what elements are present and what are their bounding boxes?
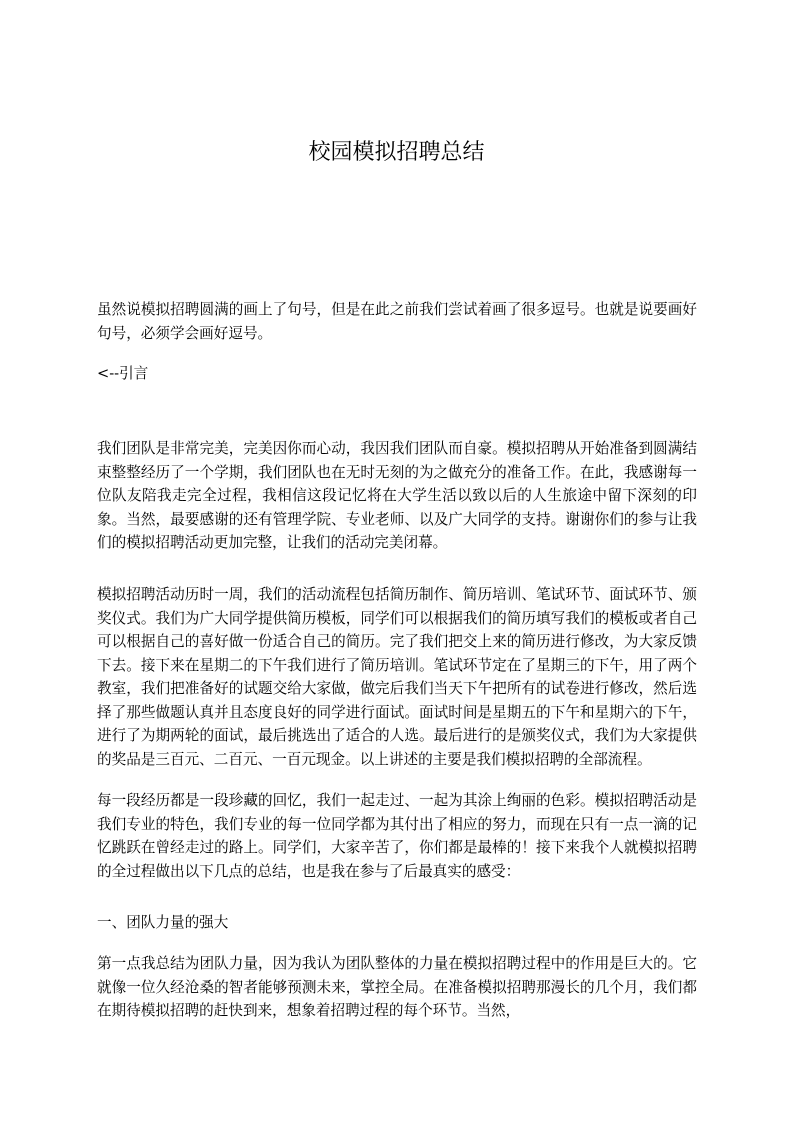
body-paragraph: 每一段经历都是一段珍藏的回忆，我们一起走过、一起为其涂上绚丽的色彩。模拟招聘活动是我们专业的特色，我们专业的每一位同学都为其付出了相应的努力，而现在只有一点一滴的记忆跳跃在曾经走过的路上。同学们，大家辛苦了，你们都是最棒的！接下来我个人就模拟招聘的全过程做出以下几点的总结，也是我在参与了后最真实的感受： bbox=[97, 792, 697, 880]
quote-link[interactable]: <--引言 bbox=[97, 365, 149, 382]
document-title: 校园模拟招聘总结 bbox=[308, 140, 485, 165]
section-paragraph: 第一点我总结为团队力量，因为我认为团队整体的力量在模拟招聘过程中的作用是巨大的。它就像一位久经沧桑的智者能够预测未来，掌控全局。在准备模拟招聘那漫长的几个月，我们都在期待模拟招聘的赶快到来，想象着招聘过程的每个环节。当然， bbox=[97, 955, 697, 1019]
body-paragraph: 我们团队是非常完美，完美因你而心动，我因我们团队而自豪。模拟招聘从开始准备到圆满结束整整经历了一个学期，我们团队也在无时无刻的为之做充分的准备工作。在此，我感谢每一位队友陪我走完全过程，我相信这段记忆将在大学生活以致以后的人生旅途中留下深刻的印象。当然，最要感谢的还有管理学院、专业老师、以及广大同学的支持。谢谢你们的参与让我们的模拟招聘活动更加完整，让我们的活动完美闭幕。 bbox=[97, 440, 697, 551]
body-paragraph: 模拟招聘活动历时一周，我们的活动流程包括简历制作、简历培训、笔试环节、面试环节、颁奖仪式。我们为广大同学提供简历模板，同学们可以根据我们的简历填写我们的模板或者自己可以根据自己的喜好做一份适合自己的简历。完了我们把交上来的简历进行修改，为大家反馈下去。接下来在星期二的下午我们进行了简历培训。笔试环节定在了星期三的下午，用了两个教室，我们把准备好的试题交给大家做，做完后我们当天下午把所有的试卷进行修改，然后选择了那些做题认真并且态度良好的同学进行面试。面试时间是星期五的下午和星期六的下午，进行了为期两轮的面试，最后挑选出了适合的人选。最后进行的是颁奖仪式，我们为大家提供的奖品是三百元、二百元、一百元现金。以上讲述的主要是我们模拟招聘的全部流程。 bbox=[97, 586, 697, 768]
section-heading: 一、团队力量的强大 bbox=[97, 914, 229, 931]
intro-paragraph: 虽然说模拟招聘圆满的画上了句号，但是在此之前我们尝试着画了很多逗号。也就是说要画好句号，必须学会画好逗号。 bbox=[97, 301, 697, 342]
